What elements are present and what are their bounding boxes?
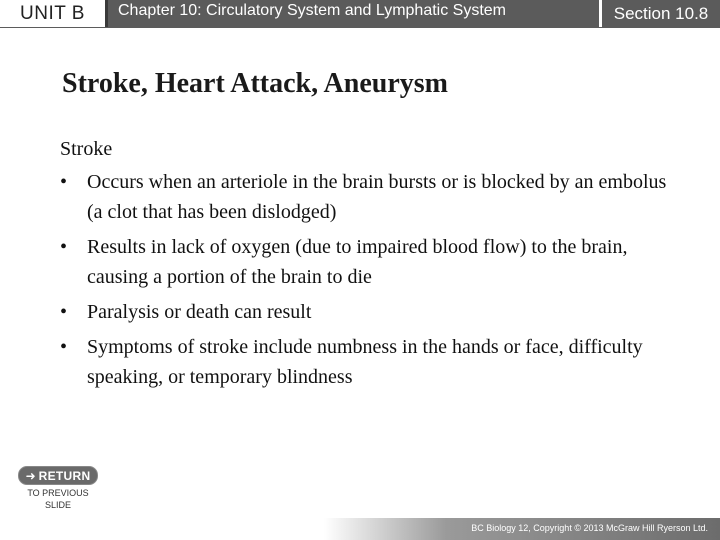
header-bar (0, 0, 720, 28)
list-item (58, 232, 678, 292)
bullet-icon: • (60, 171, 68, 193)
return-caption-line2: SLIDE (44, 500, 71, 510)
subheading: Stroke (60, 138, 113, 160)
unit-label: UNIT B (20, 2, 85, 24)
copyright-text: BC Biology 12, Copyright © 2013 McGraw Hill Ryerson Ltd. (471, 523, 708, 533)
section-label: Section 10.8 (613, 3, 709, 23)
return-caption (14, 487, 102, 511)
section-badge (599, 0, 720, 27)
bullet-text: Symptoms of stroke include numbness in the hands or face, difficulty speaking, or temporary blindness (87, 336, 643, 388)
bullet-icon: • (60, 336, 68, 358)
slide-title: Stroke, Heart Attack, Aneurysm (62, 68, 448, 99)
bullet-text: Occurs when an arteriole in the brain bursts or is blocked by an embolus (a clot that has been dislodged) (87, 171, 667, 223)
slide-content (58, 134, 678, 397)
bullet-list (58, 167, 678, 392)
chapter-title: Chapter 10: Circulatory System and Lymphatic System (118, 2, 507, 19)
bullet-text: Paralysis or death can result (87, 301, 312, 323)
bullet-icon: • (60, 301, 68, 323)
unit-badge (0, 0, 108, 27)
list-item (58, 332, 678, 392)
return-label: RETURN (38, 468, 91, 483)
bullet-text: Results in lack of oxygen (due to impaired blood flow) to the brain, causing a portion of the brain to die (87, 236, 628, 288)
footer-bar (0, 518, 720, 540)
return-arrow-icon: ➜ (25, 468, 36, 483)
list-item (58, 167, 678, 227)
return-button[interactable] (18, 466, 98, 485)
list-item (58, 297, 678, 327)
bullet-icon: • (60, 236, 68, 258)
return-caption-line1: TO PREVIOUS (27, 488, 89, 498)
